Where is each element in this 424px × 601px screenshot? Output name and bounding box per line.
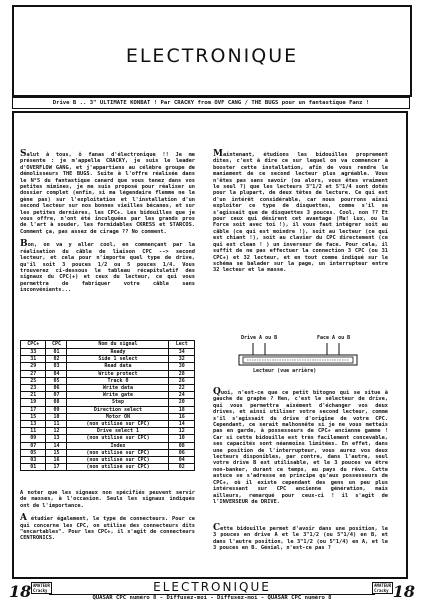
signal-name-cell: (non utilisé sur CPC) — [67, 421, 169, 428]
article-paragraph — [20, 515, 195, 542]
article-paragraph — [213, 151, 388, 274]
signal-table — [20, 340, 195, 471]
pin-cell: 08 — [169, 442, 195, 449]
article-paragraph — [20, 490, 195, 509]
table-header-cell: CPC — [46, 341, 67, 349]
figure-label-face: Face A ou B — [317, 335, 351, 341]
pin-cell: 03 — [46, 363, 67, 370]
signal-name-cell: Drive select 1 — [67, 428, 169, 435]
pin-cell: 13 — [21, 421, 46, 428]
pin-cell: 15 — [46, 449, 67, 456]
pin-cell: 12 — [46, 428, 67, 435]
pin-cell: 22 — [169, 385, 195, 392]
page-number-right: 18 — [392, 582, 415, 601]
left-column — [20, 151, 195, 300]
signal-name-cell: (non utilisé sur CPC) — [67, 464, 169, 471]
signal-name-cell: Side 1 select — [67, 356, 169, 363]
signal-name-cell: Track 0 — [67, 377, 169, 384]
pin-cell: 20 — [169, 399, 195, 406]
pin-cell: 29 — [21, 363, 46, 370]
pin-cell: 01 — [21, 464, 46, 471]
pin-cell: 04 — [46, 370, 67, 377]
pin-cell: 02 — [169, 464, 195, 471]
signal-name-cell: Ready — [67, 349, 169, 356]
table-header-cell: Nom du signal — [67, 341, 169, 349]
table-row — [21, 406, 195, 413]
table-body — [21, 349, 195, 471]
table-row — [21, 449, 195, 456]
signal-name-cell: Write gate — [67, 392, 169, 399]
table-header-row — [21, 341, 195, 349]
footer-subtitle: QUASAR CPC numéro 8 - Diffusez-moi - Diffusez-moi - QUASAR CPC numéro 8 — [92, 595, 332, 601]
pin-cell: 16 — [46, 457, 67, 464]
signal-name-cell: (non utilisé sur CPC) — [67, 449, 169, 456]
paragraph-text: uoi, n'est-ce que ce petit bitogno qui se situe à gauche du graphe ? Hen, c'est le sélecteur de drive, qui vous permettra aisément d'échanger vos deux drives, et ainsi utiliser votre second lecteur, comme s'il s'agissait du drive d'origine de votre CPC. Cependant, ce serait malhonnête si je ne vous mettais pas en garde, à possesseurs de CPC+ ancienne gamme ! Car si cette bidouille est très facilement concevable, ses capacités sont néanmoins limitées. En effet, dans une position de l'interrupteur, vous aurez vos deux lecteurs disponibles, par contre, dans l'autre, seul votre drive B est utilisable, et le 3 pouces va être non-banker, durant ce temps, au pays du rêve. Cette astuce se s'adresse en principe qu'aux possesseurs de CPC+, où il existe cependant des gens un peu plus intéressant sur CPC ancienne génération, mais ailleurs, remarqué pour ceux-ci ! il s'agit de l'INVERSEUR de DRIVE. — [213, 390, 388, 505]
pin-cell: 34 — [169, 349, 195, 356]
pin-cell: 27 — [21, 370, 46, 377]
page-footer — [5, 581, 419, 599]
pin-cell: 23 — [21, 385, 46, 392]
pin-cell: 26 — [169, 377, 195, 384]
pin-cell: 25 — [21, 377, 46, 384]
signal-name-cell: Write data — [67, 385, 169, 392]
pin-cell: 05 — [46, 377, 67, 384]
pin-cell: 11 — [21, 428, 46, 435]
paragraph-text: aintenant, étudions les bidouilles proprement dites, c'est à dire ce sur lequel on va commencer à booster cette installation, afin de vous rendre le maniement de ce second lecteur plus agréable. Vous n'êtes pas sans savoir (ou alors, vous êtes vraiment le seul ?) que les lecteurs 3"1/2 et 5"1/4 sont dotés pour la plupart, de deux têtes de lecture. Ce qui est d'un intérêt considérable, car nous pourrons ainsi exploiter ce type de disquettes, comme s'il se s'agissait que de disquettes 3 pouces. Cool, non ?? Et pour ceux qui désirent cet avantage (Ma! Lux, ou la Force soit avec toi !), il vous faut intégrer soit au câble (ce qui est moindre !), soit au lecteur (ce qui est chiant !), soit au clavier du CPC directement (ce qui est clean ! ) un inverseur de face. Pour cela, il suffit de ne pas effectuer la connection 3 CPC (ou 31 CPC+) et 32 lecteur, et en tout comme indiqué sur le schéma se balader sur la page, un interrupteur entre 32 lecteur et la masse. — [213, 152, 388, 274]
page-number-left: 18 — [9, 582, 32, 601]
pin-cell: 07 — [46, 392, 67, 399]
schematic-drawing — [231, 341, 371, 383]
table-row — [21, 370, 195, 377]
pin-cell: 01 — [46, 349, 67, 356]
pin-cell: 09 — [46, 406, 67, 413]
pin-cell: 30 — [169, 363, 195, 370]
left-column-bottom — [20, 490, 195, 548]
table-row — [21, 392, 195, 399]
article-paragraph — [213, 389, 388, 505]
signal-name-cell: (non utilisé sur CPC) — [67, 457, 169, 464]
pin-cell: 17 — [21, 406, 46, 413]
pin-cell: 10 — [169, 435, 195, 442]
figure-label-drive: Drive A ou B — [241, 335, 278, 341]
paragraph-text: étudier également, le type de connecteurs. Pour ce qui concerne les CPC, on utilise des connecteurs dits "encartables". Pour les CPC+, il s'agit de connecteurs CENTRONICS. — [20, 516, 195, 542]
signal-name-cell: Step — [67, 399, 169, 406]
pin-cell: 28 — [169, 370, 195, 377]
table-row — [21, 413, 195, 420]
magazine-page — [5, 3, 419, 601]
table-header-cell: CPC+ — [21, 341, 46, 349]
pin-cell: 08 — [46, 399, 67, 406]
pin-cell: 32 — [169, 356, 195, 363]
paragraph-text: ette bidouille permet d'avoir dans une position, le 3 pouces en drive A et le 3"1/2 (ou 5"1/4) en B, et dans l'autre position, le 3"1/2 (ou 5"1/4) en A, et le 3 pouces en B. Génial, n'est-ce pas ? — [213, 526, 388, 552]
table-row — [21, 428, 195, 435]
signal-name-cell: Motor ON — [67, 413, 169, 420]
signal-name-cell: Direction select — [67, 406, 169, 413]
page-title: ELECTRONIQUE — [125, 45, 299, 67]
right-column-bottom — [213, 525, 388, 558]
paragraph-text: on, on va y aller cool, en commençant par la réalisation du câble de liaison CPC --> second lecteur, et cela pour n'importe quel type de drive, qu'il soit 3 pouces 1/2 ou 5 pouces 1/4. Vous trouverez ci-dessous le tableau récapitulatif des signaux du CPC(+) et ceux du lecteur, ce qui vous permettra de fabriquer votre câble sans inconvénients... — [20, 242, 195, 294]
pin-cell: 31 — [21, 356, 46, 363]
pin-cell: 02 — [46, 356, 67, 363]
pin-cell: 15 — [21, 413, 46, 420]
pin-cell: 07 — [21, 442, 46, 449]
pin-cell: 24 — [169, 392, 195, 399]
pin-cell: 06 — [46, 385, 67, 392]
pin-cell: 11 — [46, 421, 67, 428]
pin-cell: 10 — [46, 413, 67, 420]
table-header-cell: Lect — [169, 341, 195, 349]
signal-name-cell: Read data — [67, 363, 169, 370]
pin-cell: 21 — [21, 392, 46, 399]
pin-cell: 19 — [21, 399, 46, 406]
pin-cell: 13 — [46, 435, 67, 442]
pin-cell: 14 — [169, 421, 195, 428]
table-row — [21, 385, 195, 392]
pin-cell: 16 — [169, 413, 195, 420]
drop-cap: A — [20, 513, 27, 524]
article-paragraph — [213, 525, 388, 552]
table-row — [21, 399, 195, 406]
table-row — [21, 464, 195, 471]
article-paragraph — [20, 151, 195, 235]
table-row — [21, 421, 195, 428]
signal-name-cell: (non utilisé sur CPC) — [67, 435, 169, 442]
table-row — [21, 363, 195, 370]
drop-cap: Q — [213, 387, 221, 397]
table-row — [21, 377, 195, 384]
right-column-middle — [213, 389, 388, 511]
article-paragraph — [20, 241, 195, 293]
signal-name-cell: Write protect — [67, 370, 169, 377]
paragraph-text: alut à tous, ô fanas d'électronique !! Je me présente : je m'appelle CRACKY, je suis le leader d'OVERFLOW GANG, et j'appartiens au célèbre groupe de démolisseurs THE BUGS. Suite à l'offre réalisée dans le N°5 du fantastique canard que vous tenez dans vos petites mimines, je me suis proposé pour réaliser un dossier complet (enfin, si ma légendaire flemme ne le gène pas) sur l'exploitation et l'installation d'un second lecteur sur nos bonnes vieilles bécanes, et sur les petites dernières, les CPC+. Les bidouilles que je vous offre, n'ont été inculquées par les grands pros de l'art à souder, les formidables CKRESS et STARCOS. Comment ça, pas assez de cirage ?? No comment. — [20, 152, 195, 235]
drop-cap: B — [20, 239, 28, 250]
pin-cell: 06 — [169, 449, 195, 456]
pin-cell: 14 — [46, 442, 67, 449]
pin-cell: 03 — [21, 457, 46, 464]
table-row — [21, 349, 195, 356]
author-tag-right: AMATEUR Cracky — [374, 583, 391, 593]
pin-cell: 09 — [21, 435, 46, 442]
drop-cap: C — [213, 523, 221, 533]
figure-label-lecteur: Lecteur (vue arrière) — [253, 368, 317, 374]
table-row — [21, 356, 195, 363]
pin-cell: 17 — [46, 464, 67, 471]
footer-title: ELECTRONIQUE — [153, 580, 271, 594]
author-tag-left: AMATEUR Cracky — [33, 583, 50, 593]
paragraph-text: A noter que les signaux non spécifiés peuvent servir de masses, à l'occasion. Seuls les signaux indiqués ont de l'importance. — [20, 490, 195, 509]
pin-cell: 12 — [169, 428, 195, 435]
table-row — [21, 435, 195, 442]
article-banner: Drive B .. 3" ULTIMATE KONBAT ! Par CRACKY from OVF CANG / THE BUGS pour un fantastique Fanz ! — [12, 97, 410, 109]
header-box — [12, 5, 412, 97]
drop-cap: S — [20, 149, 27, 159]
drop-cap: M — [213, 149, 223, 159]
right-column-top — [213, 151, 388, 280]
pin-cell: 18 — [169, 406, 195, 413]
pin-cell: 33 — [21, 349, 46, 356]
pin-cell: 05 — [21, 449, 46, 456]
table-row — [21, 442, 195, 449]
drive-schematic — [231, 335, 371, 385]
table-row — [21, 457, 195, 464]
pin-cell: 04 — [169, 457, 195, 464]
signal-name-cell: Index — [67, 442, 169, 449]
